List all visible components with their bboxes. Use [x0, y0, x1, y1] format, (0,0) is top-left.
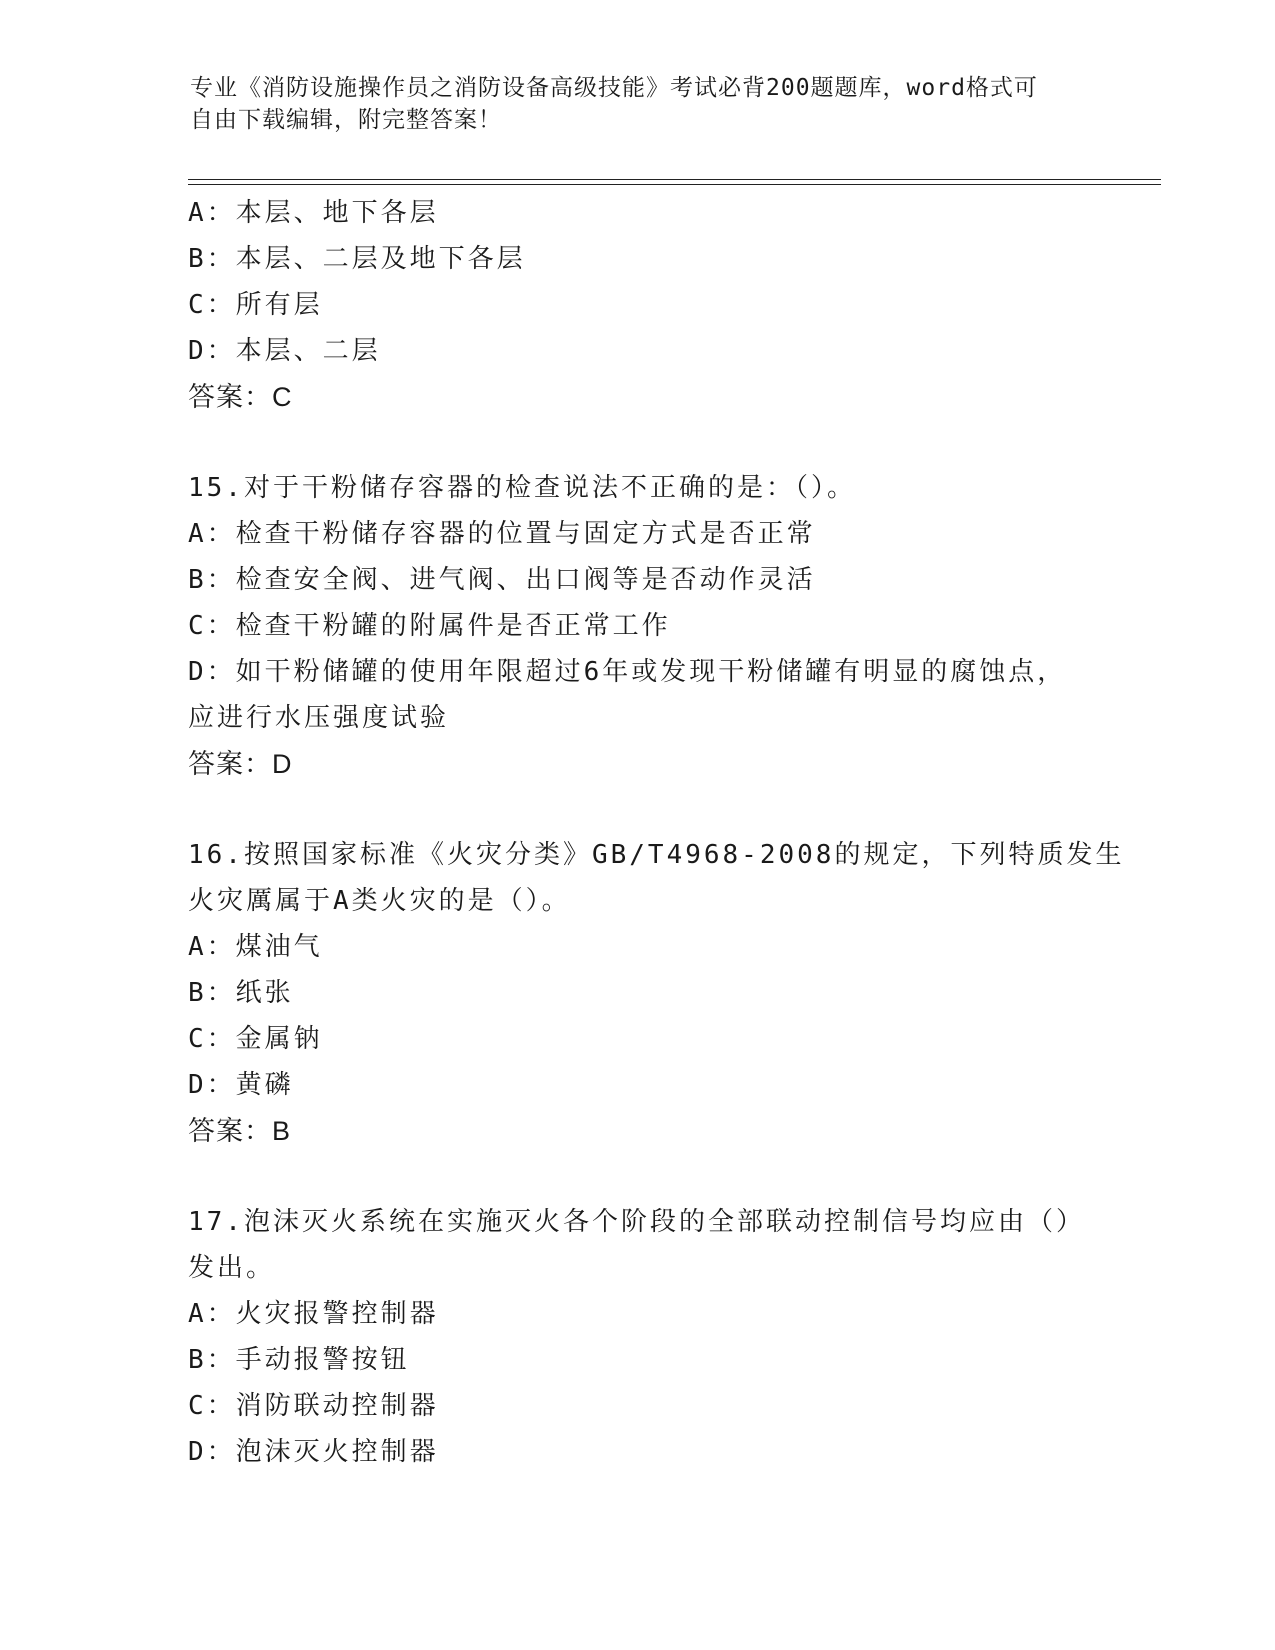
header-line-2: 自由下载编辑，附完整答案！ — [190, 107, 502, 133]
answer: 答案：B — [188, 1116, 292, 1146]
document-header — [190, 72, 1090, 136]
option-c: C：消防联动控制器 — [188, 1391, 439, 1421]
option-a: A：检查干粉储存容器的位置与固定方式是否正常 — [188, 519, 816, 549]
question-stem-line-2: 发出。 — [188, 1253, 276, 1283]
option-c: C：所有层 — [188, 290, 323, 320]
question-stem: 15.对于干粉储存容器的检查说法不正确的是：（）。 — [188, 473, 856, 503]
question-14-continued — [188, 190, 1088, 420]
option-a: A：火灾报警控制器 — [188, 1299, 439, 1329]
option-d: D：泡沫灭火控制器 — [188, 1437, 439, 1467]
option-b: B：纸张 — [188, 978, 294, 1008]
question-17 — [188, 1199, 1088, 1475]
option-b: B：检查安全阀、进气阀、出口阀等是否动作灵活 — [188, 565, 816, 595]
header-divider-top — [188, 179, 1161, 180]
question-15 — [188, 465, 1088, 787]
question-stem-line-2: 火灾厲属于A类火灾的是（）。 — [188, 886, 571, 916]
header-divider-bottom — [188, 184, 1161, 185]
option-b: B：手动报警按钮 — [188, 1345, 410, 1375]
option-c: C：检查干粉罐的附属件是否正常工作 — [188, 611, 671, 641]
option-d: D：本层、二层 — [188, 336, 381, 366]
option-a: A：煤油气 — [188, 932, 323, 962]
question-stem-line-1: 17.泡沫灭火系统在实施灭火各个阶段的全部联动控制信号均应由（） — [188, 1207, 1085, 1237]
option-c: C：金属钠 — [188, 1024, 323, 1054]
answer: 答案：D — [188, 749, 293, 779]
header-line-1: 专业《消防设施操作员之消防设备高级技能》考试必背200题题库，word格式可 — [190, 75, 1038, 101]
question-stem-line-1: 16.按照国家标准《火灾分类》GB/T4968-2008的规定，下列特质发生 — [188, 840, 1125, 870]
option-d-continued: 应进行水压强度试验 — [188, 703, 450, 733]
option-d: D：如干粉储罐的使用年限超过6年或发现干粉储罐有明显的腐蚀点， — [188, 657, 1067, 687]
option-d: D：黄磷 — [188, 1070, 294, 1100]
option-a: A：本层、地下各层 — [188, 198, 439, 228]
answer: 答案：C — [188, 382, 293, 412]
question-16 — [188, 832, 1125, 1154]
option-b: B：本层、二层及地下各层 — [188, 244, 526, 274]
question-list — [188, 190, 1125, 1475]
